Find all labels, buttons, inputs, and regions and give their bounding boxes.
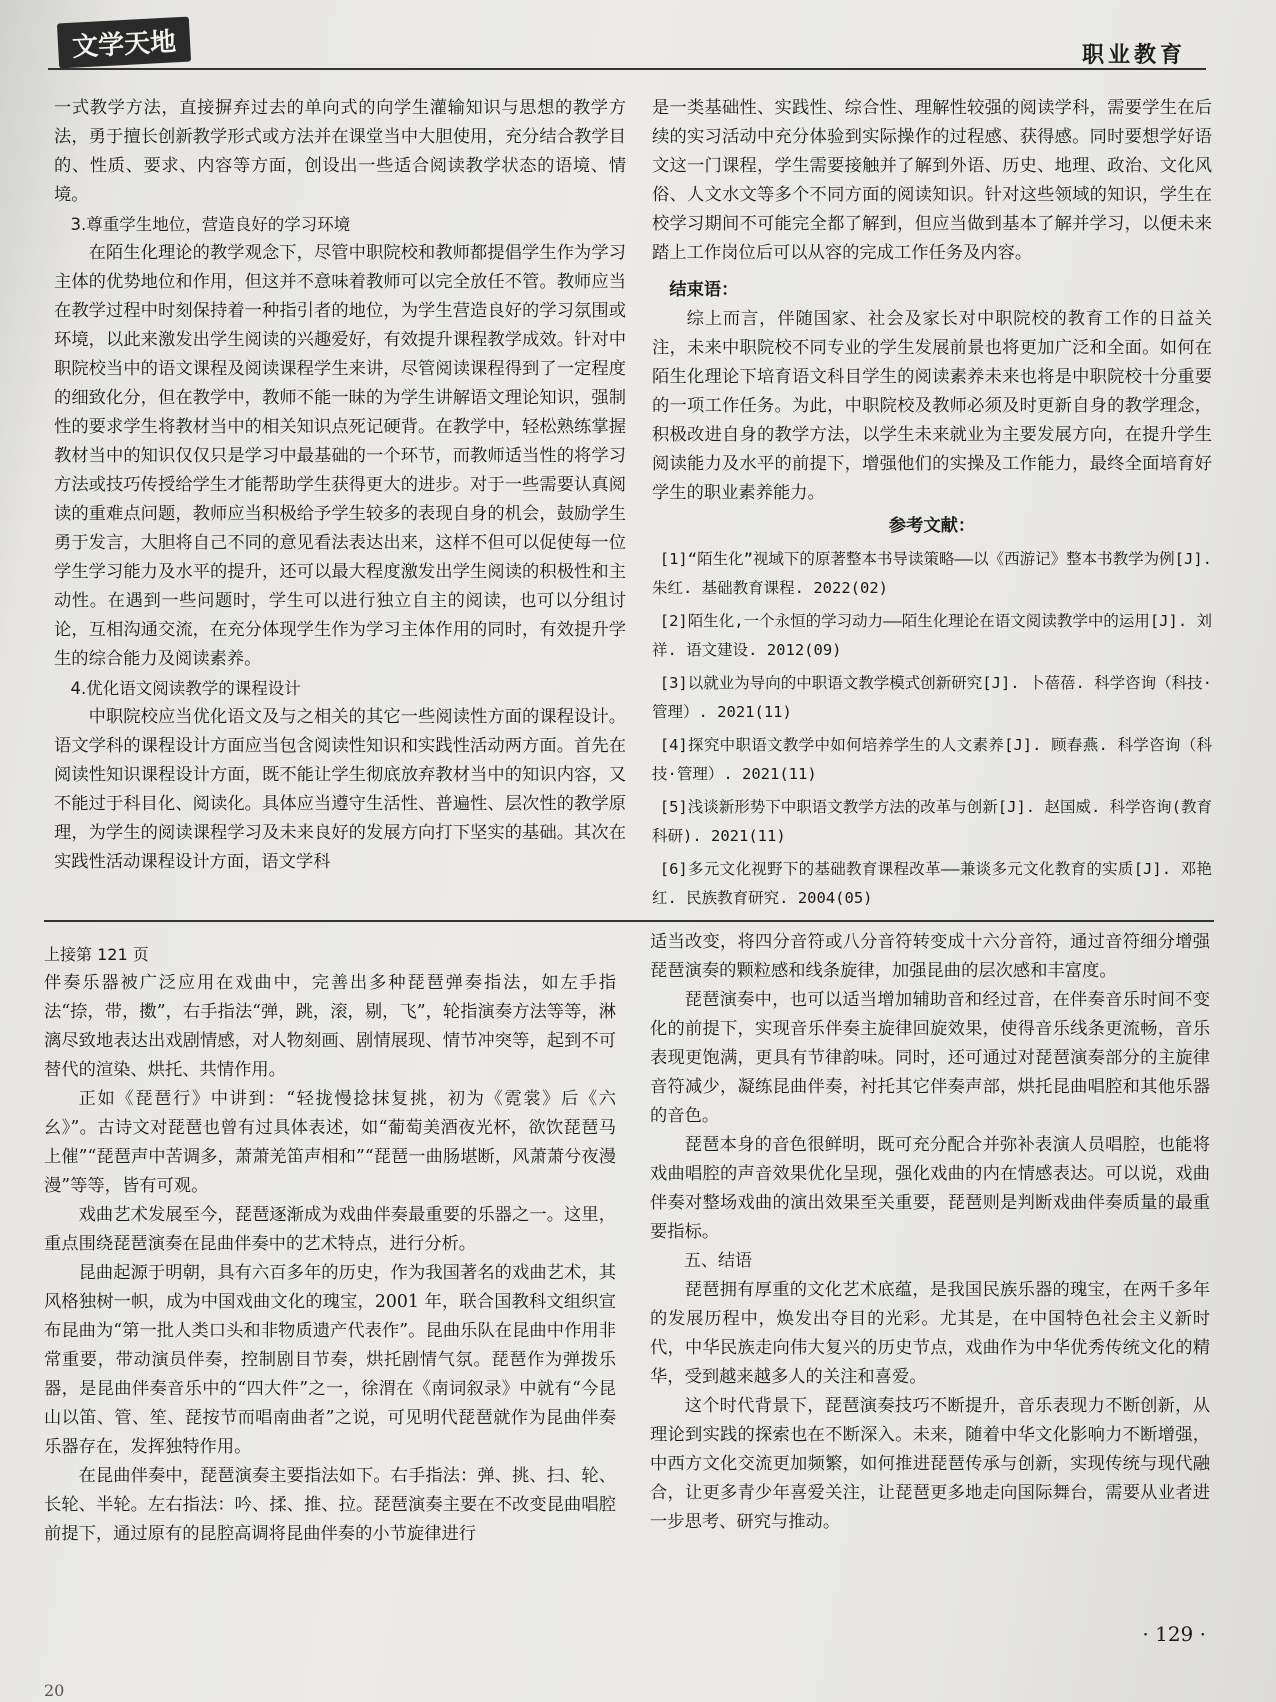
bottom-left-column (44, 940, 616, 1549)
references-heading: 参考文献： (888, 516, 976, 536)
top-left-column (54, 94, 626, 877)
conclusion-heading: 结束语： (669, 280, 739, 300)
paragraph: 伴奏乐器被广泛应用在戏曲中，完善出多种琵琶弹奏指法，如左手指法“捺，带，擞”，右手指法“弹，跳，滚，剔，飞”，轮指演奏方法等等，淋漓尽致地表达出戏剧情感，对人物刻画、剧情展现、情节冲突等，起到不可替代的渲染、烘托、共情作用。 (44, 973, 616, 1080)
paragraph: 正如《琵琶行》中讲到：“轻拢慢捻抹复挑，初为《霓裳》后《六幺》”。古诗文对琵琶也曾有过具体表述，如“葡萄美酒夜光杯，欲饮琵琶马上催”“琵琶声中苦调多，萧萧羌笛声相和”“琵琶一曲肠堪断，风萧萧兮夜漫漫”等等，皆有可观。 (44, 1089, 616, 1196)
reference-item: [4]探究中职语文教学中如何培养学生的人文素养[J]. 顾春燕. 科学咨询（科技·管理）. 2021(11) (652, 736, 1212, 783)
bottom-right-column (650, 928, 1210, 1537)
reference-item: [2]陌生化,一个永恒的学习动力——陌生化理论在语文阅读教学中的运用[J]. 刘祥. 语文建设. 2012(09) (652, 612, 1212, 659)
paragraph: 在昆曲伴奏中，琵琶演奏主要指法如下。右手指法：弹、挑、扫、轮、长轮、半轮。左右指法：吟、揉、推、拉。琵琶演奏主要在不改变昆曲唱腔前提下，通过原有的昆腔高调将昆曲伴奏的小节旋律进行 (44, 1466, 616, 1544)
paragraph: 昆曲起源于明朝，具有六百多年的历史，作为我国著名的戏曲艺术，其风格独树一帜，成为中国戏曲文化的瑰宝，2001 年，联合国教科文组织宣布昆曲为“第一批人类口头和非物质遗产代表作”。昆曲乐队在昆曲中作用非常重要，带动演员伴奏，控制剧目节奏，烘托剧情气氛。琵琶作为弹拨乐器，是昆曲伴奏音乐中的“四大件”之一，徐渭在《南词叙录》中就有“今昆山以笛、管、笙、琵按节而唱南曲者”之说，可见明代琵琶就作为昆曲伴奏乐器存在，发挥独特作用。 (44, 1263, 616, 1457)
paragraph: 琵琶演奏中，也可以适当增加辅助音和经过音，在伴奏音乐时间不变化的前提下，实现音乐伴奏主旋律回旋效果，使得音乐线条更流畅，音乐表现更饱满，更具有节律韵味。同时，还可通过对琵琶演奏部分的主旋律音符减少，凝练昆曲伴奏，衬托其它伴奏声部，烘托昆曲唱腔和其他乐器的音色。 (650, 990, 1210, 1126)
page-number: · 129 · (1142, 1622, 1206, 1646)
page-header (48, 14, 1206, 70)
paragraph: 在陌生化理论的教学观念下，尽管中职院校和教师都提倡学生作为学习主体的优势地位和作用，但这并不意味着教师可以完全放任不管。教师应当在教学过程中时刻保持着一种指引者的地位，为学生营造良好的学习氛围或环境，以此来激发出学生阅读的兴趣爱好，有效提升课程教学成效。针对中职院校当中的语文课程及阅读课程学生来讲，尽管阅读课程得到了一定程度的细致化分，但在教学中，教师不能一昧的为学生讲解语文理论知识，强制性的要求学生将教材当中的相关知识点死记硬背。在教学中，轻松熟练掌握教材当中的知识仅仅只是学习中最基础的一个环节，而教师适当性的将学习方法或技巧传授给学生才能帮助学生获得更大的进步。对于一些需要认真阅读的重难点问题，教师应当积极给予学生较多的表现自身的机会，鼓励学生勇于发言，大胆将自己不同的意见看法表达出来，这样不但可以促使每一位学生学习能力及水平的提升，还可以最大程度激发出学生阅读的积极性和主动性。在遇到一些问题时，学生可以进行独立自主的阅读，也可以分组讨论，互相沟通交流，在充分体现学生作为学习主体作用的同时，有效提升学生的综合能力及阅读素养。 (54, 243, 626, 669)
subheading: 3.尊重学生地位，营造良好的学习环境 (70, 215, 351, 234)
paragraph: 适当改变，将四分音符或八分音符转变成十六分音符，通过音符细分增强琵琶演奏的颗粒感和线条旋律，加强昆曲的层次感和丰富度。 (650, 932, 1210, 981)
subheading: 4.优化语文阅读教学的课程设计 (70, 679, 301, 698)
paragraph: 一式教学方法，直接摒弃过去的单向式的向学生灌输知识与思想的教学方法，勇于擅长创新教学形式或方法并在课堂当中大胆使用，充分结合教学目的、性质、要求、内容等方面，创设出一些适合阅读教学状态的语境、情境。 (54, 98, 626, 205)
paragraph: 戏曲艺术发展至今，琵琶逐渐成为戏曲伴奏最重要的乐器之一。这里，重点围绕琵琶演奏在昆曲伴奏中的艺术特点，进行分析。 (44, 1205, 616, 1254)
section-divider (44, 920, 1214, 922)
reference-item: [6]多元文化视野下的基础教育课程改革——兼谈多元文化教育的实质[J]. 邓艳红. 民族教育研究. 2004(05) (652, 860, 1212, 907)
paragraph: 这个时代背景下，琵琶演奏技巧不断提升，音乐表现力不断创新，从理论到实践的探索也在不断深入。未来，随着中华文化影响力不断增强，中西方文化交流更加频繁，如何推进琵琶传承与创新，实现传统与现代融合，让更多青少年喜爱关注，让琵琶更多地走向国际舞台，需要从业者进一步思考、研究与推动。 (650, 1396, 1210, 1532)
section-heading: 五、结语 (684, 1251, 752, 1271)
header-rule (48, 68, 1206, 70)
paragraph: 中职院校应当优化语文及与之相关的其它一些阅读性方面的课程设计。语文学科的课程设计方面应当包含阅读性知识和实践性活动两方面。首先在阅读性知识课程设计方面，既不能让学生彻底放弃教材当中的知识内容，又不能过于科目化、阅读化。具体应当遵守生活性、普遍性、层次性的教学原理，为学生的阅读课程学习及未来良好的发展方向打下坚实的基础。其次在实践性活动课程设计方面，语文学科 (54, 707, 626, 872)
reference-item: [3]以就业为导向的中职语文教学模式创新研究[J]. 卜蓓蓓. 科学咨询（科技·管理）. 2021(11) (652, 674, 1212, 721)
reference-item: [1]“陌生化”视域下的原著整本书导读策略——以《西游记》整本书教学为例[J]. 朱红. 基础教育课程. 2022(02) (652, 550, 1212, 597)
corner-number: 20 (44, 1681, 65, 1700)
continued-from-label: 上接第 121 页 (44, 945, 149, 964)
paragraph: 琵琶拥有厚重的文化艺术底蕴，是我国民族乐器的瑰宝，在两千多年的发展历程中，焕发出夺目的光彩。尤其是，在中国特色社会主义新时代，中华民族走向伟大复兴的历史节点，戏曲作为中华优秀传统文化的精华，受到越来越多人的关注和喜爱。 (650, 1280, 1210, 1387)
top-right-column (652, 94, 1212, 913)
paragraph: 琵琶本身的音色很鲜明，既可充分配合并弥补表演人员唱腔，也能将戏曲唱腔的声音效果优化呈现，强化戏曲的内在情感表达。可以说，戏曲伴奏对整场戏曲的演出效果至关重要，琵琶则是判断戏曲伴奏质量的最重要指标。 (650, 1135, 1210, 1242)
paragraph: 综上而言，伴随国家、社会及家长对中职院校的教育工作的日益关注，未来中职院校不同专业的学生发展前景也将更加广泛和全面。如何在陌生化理论下培育语文科目学生的阅读素养未来也将是中职院校十分重要的一项工作任务。为此，中职院校及教师必须及时更新自身的教学理念，积极改进自身的教学方法，以学生未来就业为主要发展方向，在提升学生阅读能力及水平的前提下，增强他们的实操及工作能力，最终全面培育好学生的职业素养能力。 (652, 309, 1212, 503)
paragraph: 是一类基础性、实践性、综合性、理解性较强的阅读学科，需要学生在后续的实习活动中充分体验到实际操作的过程感、获得感。同时要想学好语文这一门课程，学生需要接触并了解到外语、历史、地理、政治、文化风俗、人文水文等多个不同方面的阅读知识。针对这些领域的知识，学生在校学习期间不可能完全都了解到，但应当做到基本了解并学习，以便未来踏上工作岗位后可以从容的完成工作任务及内容。 (652, 98, 1212, 263)
section-tag: 文学天地 (57, 17, 191, 69)
reference-item: [5]浅谈新形势下中职语文教学方法的改革与创新[J]. 赵国威. 科学咨询(教育科研). 2021(11) (652, 798, 1212, 845)
journal-name: 职业教育 (1081, 43, 1186, 68)
